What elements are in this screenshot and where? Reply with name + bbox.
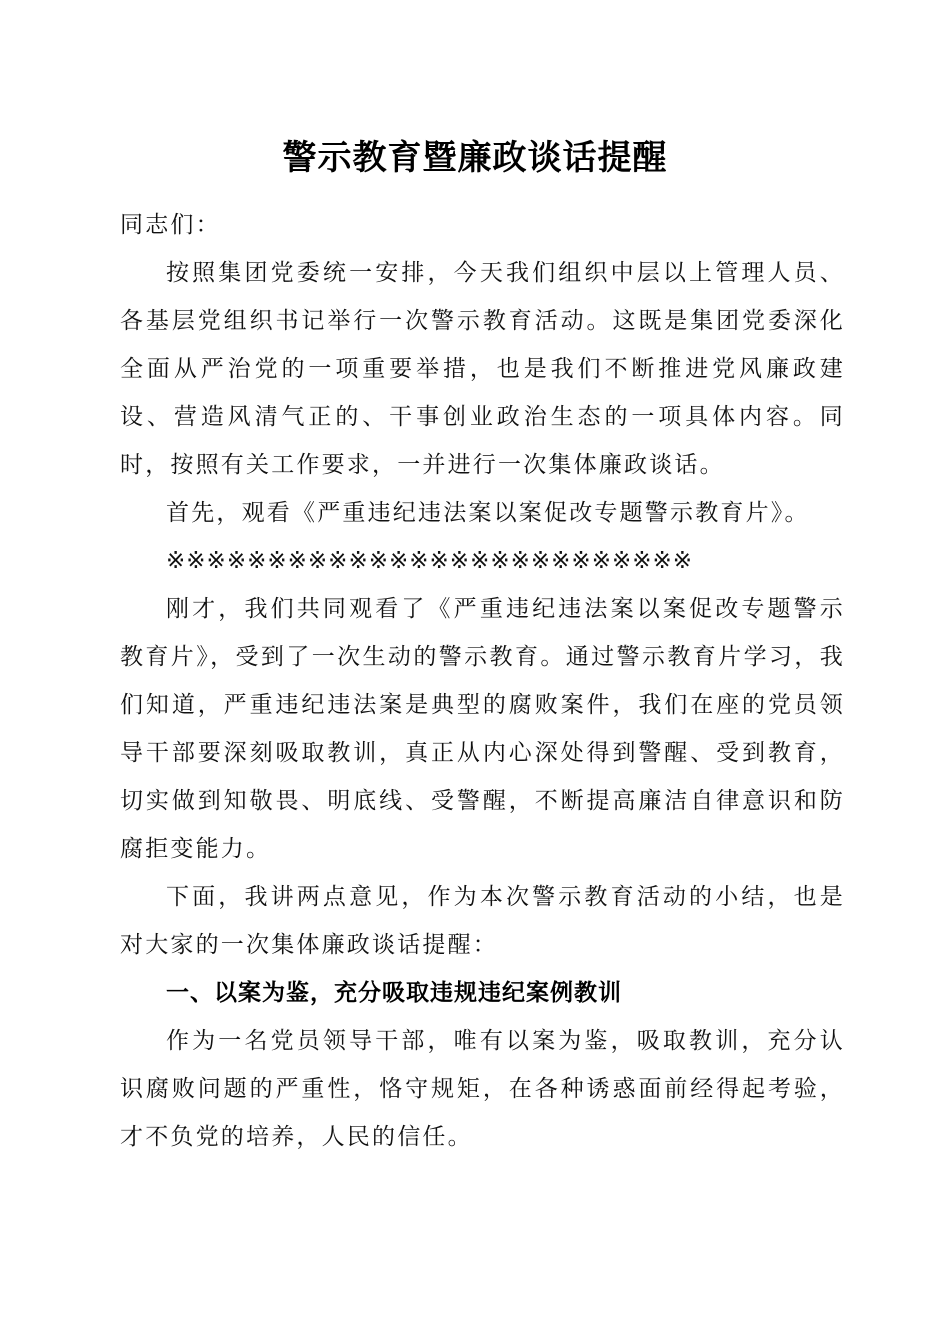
paragraph-reflection: 刚才，我们共同观看了《严重违纪违法案以案促改专题警示教育片》，受到了一次生动的警示教育。通过警示教育片学习，我们知道，严重违纪违法案是典型的腐败案件，我们在座的党员领导干部要深刻吸取教训，真正从内心深处得到警醒、受到教育，切实做到知敬畏、明底线、受警醒，不断提高廉洁自律意识和防腐拒变能力。 <box>120 596 845 862</box>
document-body <box>120 201 845 1161</box>
separator-line: ※※※※※※※※※※※※※※※※※※※※※※※※※※ <box>166 548 694 574</box>
document-title: 警示教育暨廉政谈话提醒 <box>282 138 668 178</box>
section-heading: 一、以案为鉴，充分吸取违规违纪案例教训 <box>166 980 622 1006</box>
paragraph-transition: 下面，我讲两点意见，作为本次警示教育活动的小结，也是对大家的一次集体廉政谈话提醒： <box>120 884 845 958</box>
salutation: 同志们： <box>120 212 221 238</box>
paragraph-video: 首先，观看《严重违纪违法案以案促改专题警示教育片》。 <box>166 500 810 526</box>
section-paragraph: 作为一名党员领导干部，唯有以案为鉴，吸取教训，充分认识腐败问题的严重性，恪守规矩，在各种诱惑面前经得起考验，才不负党的培养，人民的信任。 <box>120 1028 845 1150</box>
paragraph-intro: 按照集团党委统一安排，今天我们组织中层以上管理人员、各基层党组织书记举行一次警示教育活动。这既是集团党委深化全面从严治党的一项重要举措，也是我们不断推进党风廉政建设、营造风清气正的、干事创业政治生态的一项具体内容。同时，按照有关工作要求，一并进行一次集体廉政谈话。 <box>120 260 845 478</box>
